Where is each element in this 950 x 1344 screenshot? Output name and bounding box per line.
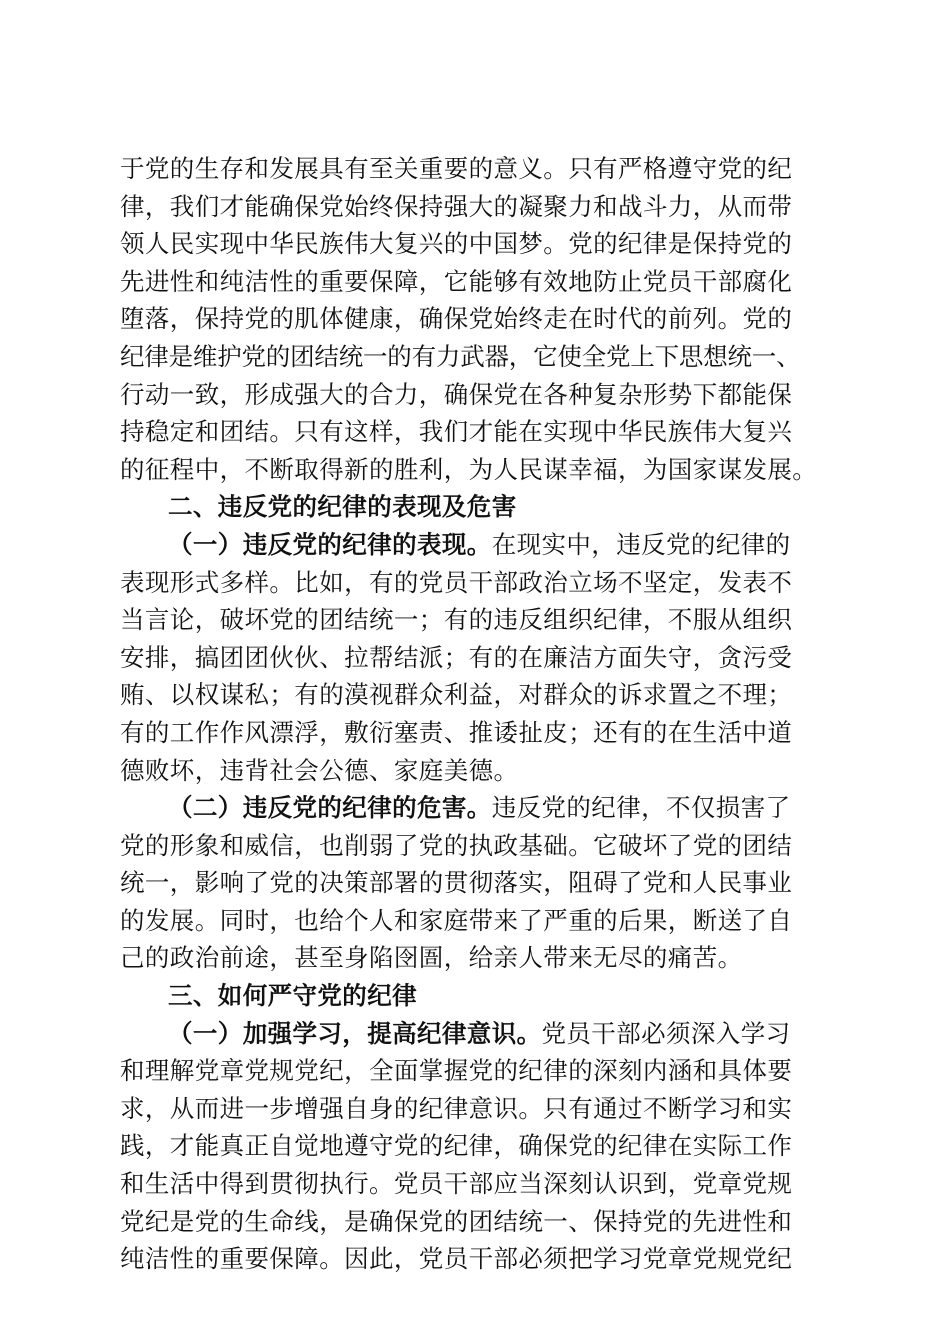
document-page (120, 150, 832, 1278)
text-line: 己的政治前途，甚至身陷囹圄，给亲人带来无尽的痛苦。 (120, 943, 743, 973)
paragraph-1 (120, 150, 832, 488)
section-heading-2 (120, 488, 832, 526)
text-line: 于党的生存和发展具有至关重要的意义。只有严格遵守党的纪 (120, 154, 793, 183)
text-line: 有的工作作风漂浮，敷衍塞责、推诿扯皮；还有的在生活中道 (120, 717, 793, 747)
text-run: 违反党的纪律，不仅损害了 (491, 793, 791, 823)
first-line (120, 526, 832, 564)
section-2-2 (120, 789, 832, 977)
text-line: 纪律是维护党的团结统一的有力武器，它使全党上下思想统一、 (120, 341, 801, 371)
text-line: 当言论，破坏党的团结统一；有的违反组织纪律，不服从组织 (120, 605, 793, 635)
text-line: 德败坏，违背社会公德、家庭美德。 (120, 755, 519, 785)
text-line: 纯洁性的重要保障。因此，党员干部必须把学习党章党规党纪 (120, 1244, 793, 1274)
first-line (120, 1015, 832, 1053)
text-line: 求，从而进一步增强自身的纪律意识。只有通过不断学习和实 (120, 1093, 793, 1123)
section-3-1 (120, 1015, 832, 1278)
text-line: 律，我们才能确保党始终保持强大的凝聚力和战斗力，从而带 (120, 191, 793, 221)
text-run: 在现实中，违反党的纪律的 (491, 529, 791, 559)
text-line: 党纪是党的生命线，是确保党的团结统一、保持党的先进性和 (120, 1206, 793, 1236)
subsection-title: （一）违反党的纪律的表现。 (168, 529, 492, 559)
text-line: 贿、以权谋私；有的漠视群众利益，对群众的诉求置之不理； (120, 680, 793, 710)
text-line: 践，才能真正自觉地遵守党的纪律，确保党的纪律在实际工作 (120, 1131, 793, 1161)
subsection-title: （一）加强学习，提高纪律意识。 (168, 1018, 542, 1048)
text-line: 安排，搞团团伙伙、拉帮结派；有的在廉洁方面失守，贪污受 (120, 642, 793, 672)
section-heading-3 (120, 977, 832, 1015)
text-line: 和理解党章党规党纪，全面掌握党的纪律的深刻内涵和具体要 (120, 1056, 793, 1086)
text-line: 领人民实现中华民族伟大复兴的中国梦。党的纪律是保持党的 (120, 229, 793, 259)
text-run: 党员干部必须深入学习 (541, 1018, 791, 1048)
text-line: 先进性和纯洁性的重要保障，它能够有效地防止党员干部腐化 (120, 266, 793, 296)
subsection-title: （二）违反党的纪律的危害。 (168, 793, 492, 823)
text-line: 表现形式多样。比如，有的党员干部政治立场不坚定，发表不 (120, 567, 793, 597)
text-line: 的征程中，不断取得新的胜利，为人民谋幸福，为国家谋发展。 (120, 454, 818, 484)
text-line: 的发展。同时，也给个人和家庭带来了严重的后果，断送了自 (120, 905, 793, 935)
text-line: 堕落，保持党的肌体健康，确保党始终走在时代的前列。党的 (120, 304, 793, 334)
first-line (120, 789, 832, 827)
text-line: 持稳定和团结。只有这样，我们才能在实现中华民族伟大复兴 (120, 417, 793, 447)
section-2-1 (120, 526, 832, 789)
text-line: 统一，影响了党的决策部署的贯彻落实，阻碍了党和人民事业 (120, 868, 793, 898)
heading-text: 二、违反党的纪律的表现及危害 (168, 492, 517, 522)
heading-text: 三、如何严守党的纪律 (168, 981, 417, 1011)
text-line: 党的形象和威信，也削弱了党的执政基础。它破坏了党的团结 (120, 830, 793, 860)
text-line: 和生活中得到贯彻执行。党员干部应当深刻认识到，党章党规 (120, 1169, 793, 1199)
text-line: 行动一致，形成强大的合力，确保党在各种复杂形势下都能保 (120, 379, 793, 409)
